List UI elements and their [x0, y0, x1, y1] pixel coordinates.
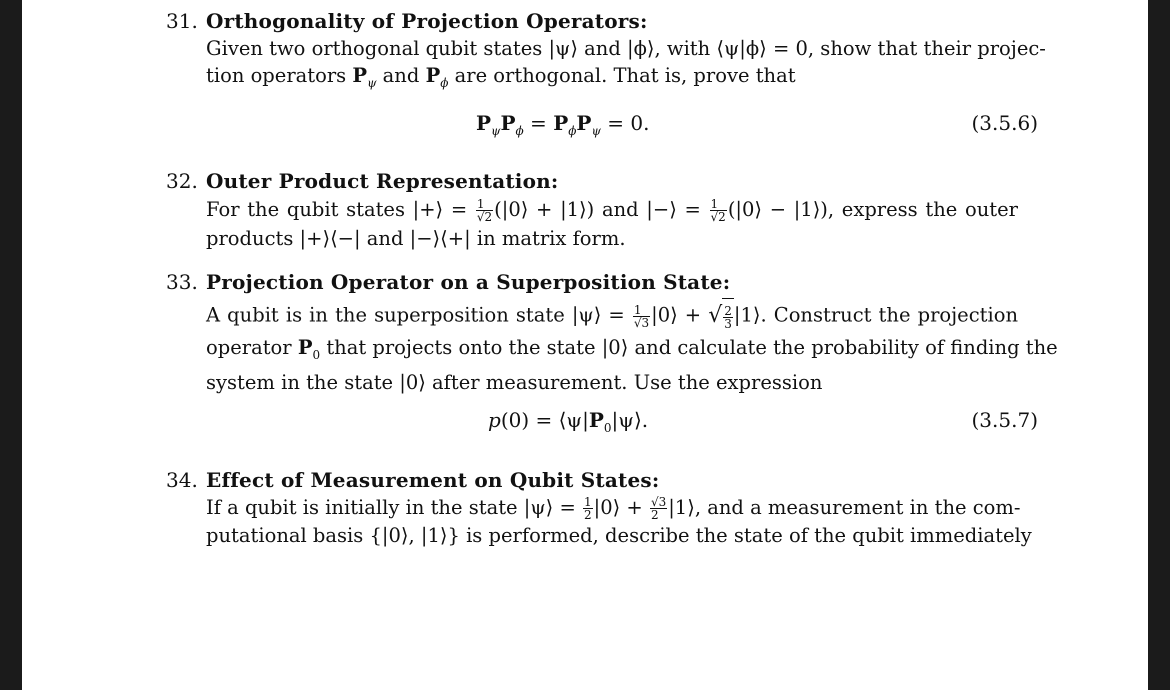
problem-number: 32. — [166, 169, 198, 193]
operator-symbol: P — [576, 111, 592, 135]
denominator: √2 — [710, 210, 726, 224]
subscript: ψ — [591, 124, 601, 138]
text-line — [206, 334, 1058, 369]
fraction — [723, 305, 733, 330]
numerator: 1 — [583, 495, 592, 509]
text-line: products |+⟩⟨−| and |−⟩⟨+| in matrix form. — [206, 227, 626, 250]
numerator: 1 — [476, 198, 493, 211]
text-fragment: A qubit is in the superposition state |ψ⟩ = — [206, 303, 632, 327]
text-line — [206, 62, 1018, 97]
equation-number: (3.5.6) — [971, 111, 1038, 135]
equation-number: (3.5.7) — [971, 408, 1038, 432]
operator-symbol: P — [352, 64, 368, 87]
text-fragment: that projects onto the state |0⟩ and calculate the probability of finding the — [320, 336, 1058, 359]
text-fragment: |1⟩. Construct the projection — [733, 303, 1019, 327]
sqrt-sign: √ — [708, 303, 723, 328]
text-fragment: tion operators — [206, 64, 353, 87]
equation-body — [488, 408, 648, 435]
text-line — [206, 298, 1018, 334]
denominator: √3 — [633, 315, 650, 330]
text-fragment: |0⟩ + — [651, 303, 709, 327]
problem-number: 33. — [166, 270, 198, 294]
text-fragment: (|0⟩ − |1⟩), express the outer — [727, 198, 1018, 221]
operator-symbol: P — [553, 111, 569, 135]
numerator: 1 — [710, 198, 727, 211]
text-fragment: (|0⟩ + |1⟩) and |−⟩ = — [494, 198, 709, 221]
text-line — [206, 494, 1021, 522]
text-fragment: If a qubit is initially in the state |ψ⟩ = — [206, 496, 582, 519]
fraction — [583, 496, 593, 521]
subscript: 0 — [312, 348, 321, 362]
text-line — [206, 195, 1018, 225]
problem-text — [206, 35, 1046, 97]
problem-title: Effect of Measurement on Qubit States: — [206, 468, 660, 492]
denominator: 2 — [583, 508, 592, 522]
subscript: ϕ — [515, 124, 524, 138]
subscript: 0 — [603, 421, 612, 435]
text-fragment: operator — [206, 336, 298, 359]
text-fragment: and — [376, 64, 426, 87]
denominator: 3 — [724, 317, 732, 331]
operator-symbol: P — [297, 336, 313, 359]
problem-text — [206, 298, 1058, 396]
fraction — [633, 304, 650, 329]
problem-text — [206, 494, 1032, 549]
text-line: putational basis {|0⟩, |1⟩} is performed, describe the state of the qubit immediately — [206, 524, 1032, 547]
equation-3-5-6 — [166, 111, 1038, 145]
numerator: √3 — [650, 495, 667, 509]
text-fragment: = 0. — [600, 111, 650, 135]
fraction — [650, 496, 667, 521]
operator-symbol: P — [588, 408, 604, 432]
fraction — [476, 198, 493, 223]
text-line: system in the state |0⟩ after measurement. Use the expression — [206, 371, 823, 394]
document-page — [22, 0, 1148, 690]
equals-sign: = — [523, 111, 554, 135]
problem-title: Projection Operator on a Superposition State: — [206, 270, 731, 294]
fraction — [710, 198, 727, 223]
numerator: 2 — [724, 304, 732, 318]
sqrt-radicand — [722, 298, 734, 334]
subscript: ψ — [367, 76, 377, 90]
text-fragment: For the qubit states |+⟩ = — [206, 198, 475, 221]
subscript: ϕ — [440, 76, 449, 90]
denominator: √2 — [476, 210, 493, 224]
subscript: ϕ — [568, 124, 577, 138]
problem-number: 34. — [166, 468, 198, 492]
operator-symbol: P — [500, 111, 516, 135]
problem-title: Orthogonality of Projection Operators: — [206, 9, 648, 33]
subscript: ψ — [491, 124, 501, 138]
denominator: 2 — [650, 508, 659, 522]
text-fragment: |0⟩ + — [593, 496, 649, 519]
text-line: Given two orthogonal qubit states |ψ⟩ and |ϕ⟩, with ⟨ψ|ϕ⟩ = 0, show that their projec- — [206, 37, 1046, 60]
equation-3-5-7 — [166, 408, 1038, 442]
text-fragment: p — [488, 408, 501, 432]
problem-text — [206, 195, 1018, 252]
text-fragment: (0) = ⟨ψ| — [500, 408, 589, 432]
operator-symbol: P — [425, 64, 441, 87]
problem-title: Outer Product Representation: — [206, 169, 559, 193]
numerator: 1 — [633, 304, 650, 317]
text-fragment: |ψ⟩. — [611, 408, 649, 432]
text-fragment: are orthogonal. That is, prove that — [448, 64, 796, 87]
text-fragment: |1⟩, and a measurement in the com- — [668, 496, 1021, 519]
equation-body — [476, 111, 649, 138]
operator-symbol: P — [476, 111, 492, 135]
problem-number: 31. — [166, 9, 198, 33]
